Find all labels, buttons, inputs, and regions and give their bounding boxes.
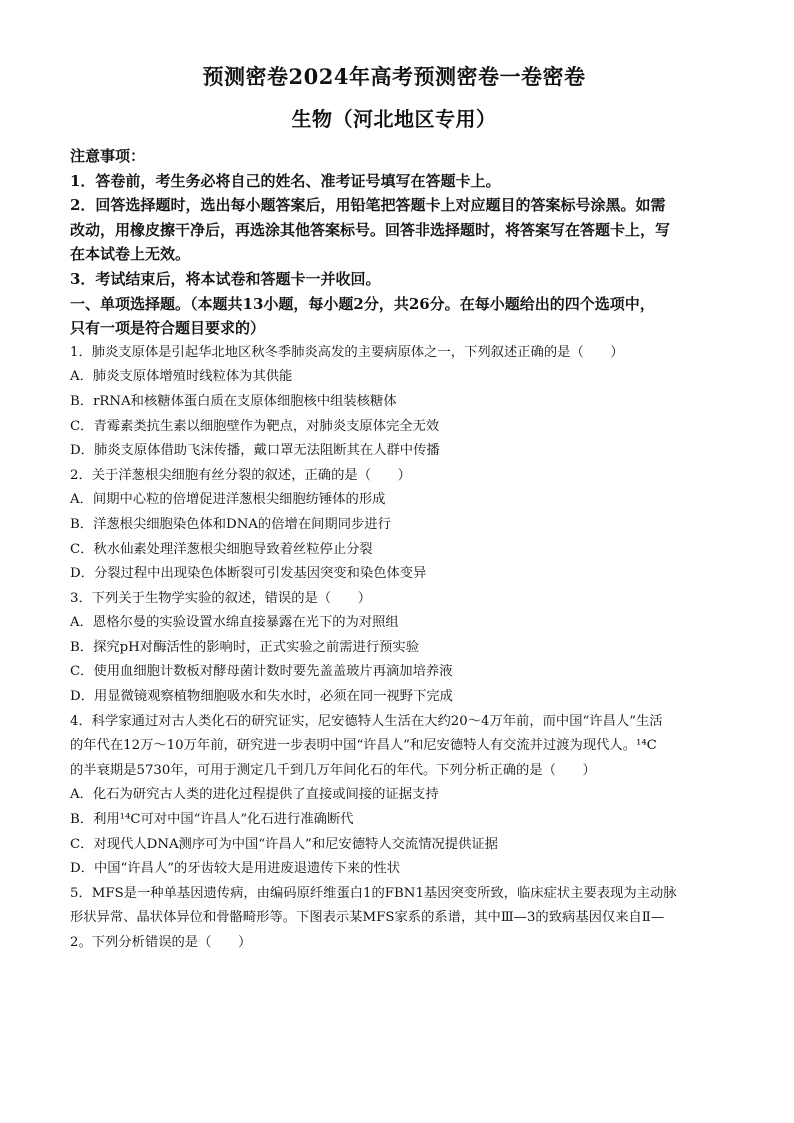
page-title: 预测密卷2024年高考预测密卷一卷密卷 [202, 64, 586, 89]
option-b: B．rRNA和核糖体蛋白质在支原体细胞核中组装核糖体 [70, 393, 397, 409]
notes-heading: 注意事项： [70, 147, 146, 165]
section-heading-line: 一、单项选择题。（本题共13小题，每小题2分，共26分。在每小题给出的四个选项中， [70, 294, 655, 313]
question-stem: 4．科学家通过对古人类化石的研究证实，尼安德特人生活在大约20～4万年前，而中国“许昌人”生活 [70, 713, 663, 729]
option-d: D．分裂过程中出现染色体断裂可引发基因突变和染色体变异 [70, 566, 427, 582]
option-b: B．洋葱根尖细胞染色体和DNA的倍增在间期同步进行 [70, 516, 391, 532]
option-c: C．青霉素类抗生素以细胞壁作为靶点，对肺炎支原体完全无效 [70, 418, 440, 434]
note-line: 3．考试结束后，将本试卷和答题卡一并收回。 [70, 269, 381, 288]
option-a: A．恩格尔曼的实验设置水绵直接暴露在光下的为对照组 [70, 615, 399, 631]
option-d: D．肺炎支原体借助飞沫传播，戴口罩无法阻断其在人群中传播 [70, 443, 440, 459]
question-1 [70, 341, 718, 464]
section-heading-line: 只有一项是符合题目要求的） [70, 319, 266, 338]
option-b: B．探究pH对酶活性的影响时，正式实验之前需进行预实验 [70, 639, 420, 655]
page-subtitle: 生物（河北地区专用） [291, 107, 497, 131]
option-a: A．化石为研究古人类的进化过程提供了直接或间接的证据支持 [70, 787, 439, 803]
notes-block [70, 144, 718, 292]
option-c: C．使用血细胞计数板对酵母菌计数时要先盖盖玻片再滴加培养液 [70, 664, 453, 680]
question-4 [70, 710, 718, 882]
question-stem: 2．关于洋葱根尖细胞有丝分裂的叙述，正确的是（ ） [70, 467, 411, 483]
question-5 [70, 882, 718, 956]
question-stem: 的年代在12万～10万年前，研究进一步表明中国“许昌人”和尼安德特人有交流并过渡为现代人。¹⁴C [70, 738, 657, 754]
option-a: A．肺炎支原体增殖时线粒体为其供能 [70, 369, 293, 385]
question-stem: 3．下列关于生物学实验的叙述，错误的是（ ） [70, 590, 371, 606]
option-d: D．用显微镜观察植物细胞吸水和失水时，必须在同一视野下完成 [70, 689, 453, 705]
option-a: A．间期中心粒的倍增促进洋葱根尖细胞纺锤体的形成 [70, 492, 386, 508]
option-c: C．秋水仙素处理洋葱根尖细胞导致着丝粒停止分裂 [70, 541, 373, 557]
option-b: B．利用¹⁴C可对中国“许昌人”化石进行准确断代 [70, 812, 354, 828]
note-line: 改动，用橡皮擦干净后，再选涂其他答案标号。回答非选择题时，将答案写在答题卡上，写 [70, 220, 671, 239]
question-stem: 的半衰期是5730年，可用于测定几千到几万年间化石的年代。下列分析正确的是（ ） [70, 762, 596, 778]
note-line: 2．回答选择题时，选出每小题答案后，用铅笔把答题卡上对应题目的答案标号涂黑。如需 [70, 196, 666, 215]
question-stem: 形状异常、晶状体异位和骨骼畸形等。下图表示某MFS家系的系谱，其中Ⅲ—3的致病基因仅来自Ⅱ— [70, 910, 665, 926]
option-c: C．对现代人DNA测序可为中国“许昌人”和尼安德特人交流情况提供证据 [70, 836, 498, 852]
section-heading [70, 292, 718, 341]
question-3 [70, 587, 718, 710]
question-stem: 1．肺炎支原体是引起华北地区秋冬季肺炎高发的主要病原体之一，下列叙述正确的是（ ） [70, 344, 624, 360]
exam-page [70, 62, 718, 956]
question-stem: 5．MFS是一种单基因遗传病，由编码原纤维蛋白1的FBN1基因突变所致，临床症状主要表现为主动脉 [70, 885, 677, 901]
note-line: 1．答卷前，考生务必将自己的姓名、准考证号填写在答题卡上。 [70, 171, 501, 190]
question-stem: 2。下列分析错误的是（ ） [70, 935, 252, 950]
question-2 [70, 464, 718, 587]
option-d: D．中国“许昌人”的牙齿较大是用进废退遗传下来的性状 [70, 861, 401, 877]
note-line: 在本试卷上无效。 [70, 245, 191, 264]
